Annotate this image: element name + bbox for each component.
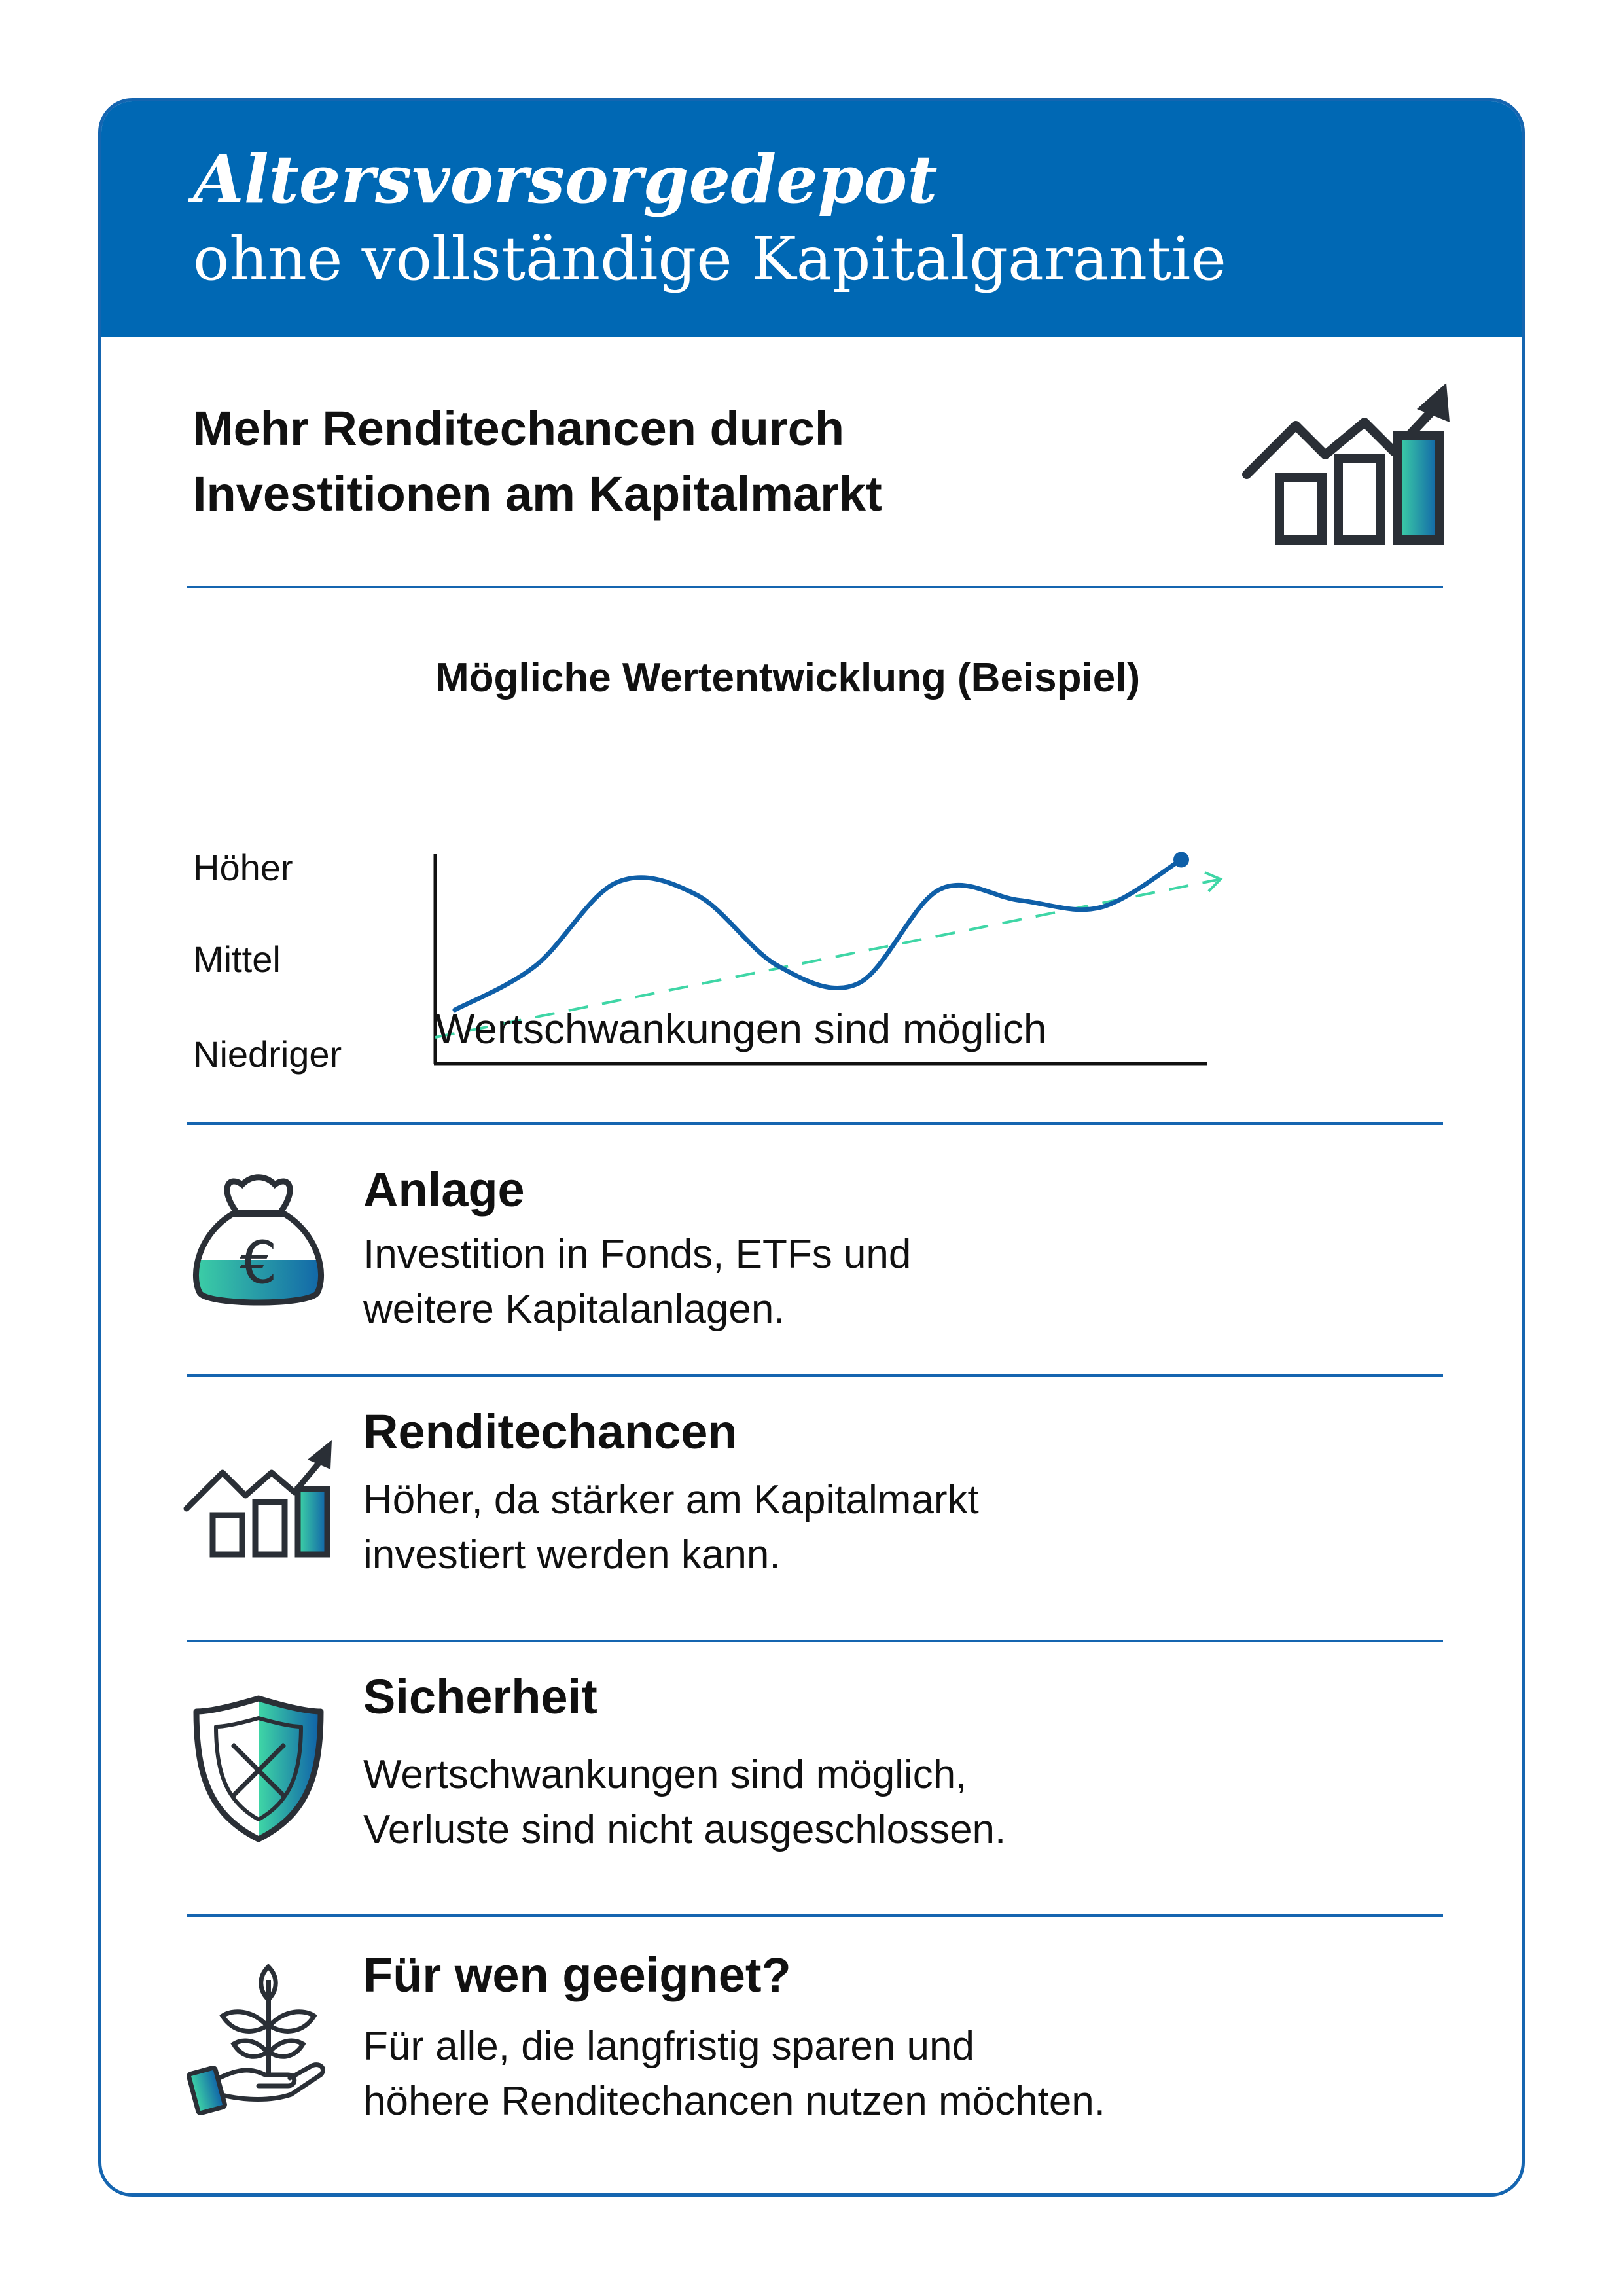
section-text-line: höhere Renditechancen nutzen möchten. [363, 2079, 1106, 2124]
money-bag-euro-icon [180, 1162, 337, 1319]
chart-title: Mögliche Wertentwicklung (Beispiel) [435, 655, 1141, 700]
intro-heading [193, 396, 1175, 527]
hand-plant-icon [180, 1960, 337, 2117]
section-title-anlage: Anlage [363, 1162, 525, 1217]
y-label-mid: Mittel [193, 939, 281, 980]
section-text-line: Verluste sind nicht ausgeschlossen. [363, 1807, 1007, 1852]
y-label-low: Niedriger [193, 1033, 342, 1075]
header-banner [101, 101, 1522, 337]
value-chart [187, 730, 1364, 1149]
section-text-line: Wertschwankungen sind möglich, [363, 1752, 967, 1797]
intro-heading-line1: Mehr Renditechancen durch [193, 401, 845, 456]
section-text-anlage [363, 1227, 1443, 1337]
chart-caption: Wertschwankungen sind möglich [435, 1005, 1047, 1052]
info-card [98, 98, 1525, 2197]
section-text-line: investiert werden kann. [363, 1532, 781, 1577]
shield-x-icon [180, 1689, 337, 1846]
y-label-high: Höher [193, 847, 293, 888]
section-text-renditechancen [363, 1473, 1443, 1583]
section-text-line: Für alle, die langfristig sparen und [363, 2024, 974, 2069]
page-title: Altersvorsorgedepot [193, 141, 938, 218]
growth-chart-icon [1234, 363, 1450, 560]
divider-3 [187, 1374, 1443, 1377]
section-title-zielgruppe: Für wen geeignet? [363, 1948, 791, 2002]
divider-1 [187, 586, 1443, 588]
divider-2 [187, 1122, 1443, 1125]
svg-text:€: € [240, 1229, 277, 1297]
page-subtitle: ohne vollständige Kapitalgarantie [193, 224, 1226, 294]
section-text-zielgruppe [363, 2019, 1443, 2129]
section-title-renditechancen: Renditechancen [363, 1405, 738, 1459]
section-text-line: Investition in Fonds, ETFs und [363, 1232, 912, 1277]
section-text-line: Höher, da stärker am Kapitalmarkt [363, 1477, 979, 1522]
growth-chart-icon [180, 1424, 337, 1581]
section-title-sicherheit: Sicherheit [363, 1670, 597, 1724]
section-text-line: weitere Kapitalanlagen. [363, 1287, 785, 1332]
intro-heading-line2: Investitionen am Kapitalmarkt [193, 467, 882, 521]
divider-5 [187, 1914, 1443, 1917]
value-end-point [1173, 852, 1189, 868]
divider-4 [187, 1640, 1443, 1642]
section-text-sicherheit [363, 1748, 1443, 1857]
value-line [455, 860, 1181, 1011]
